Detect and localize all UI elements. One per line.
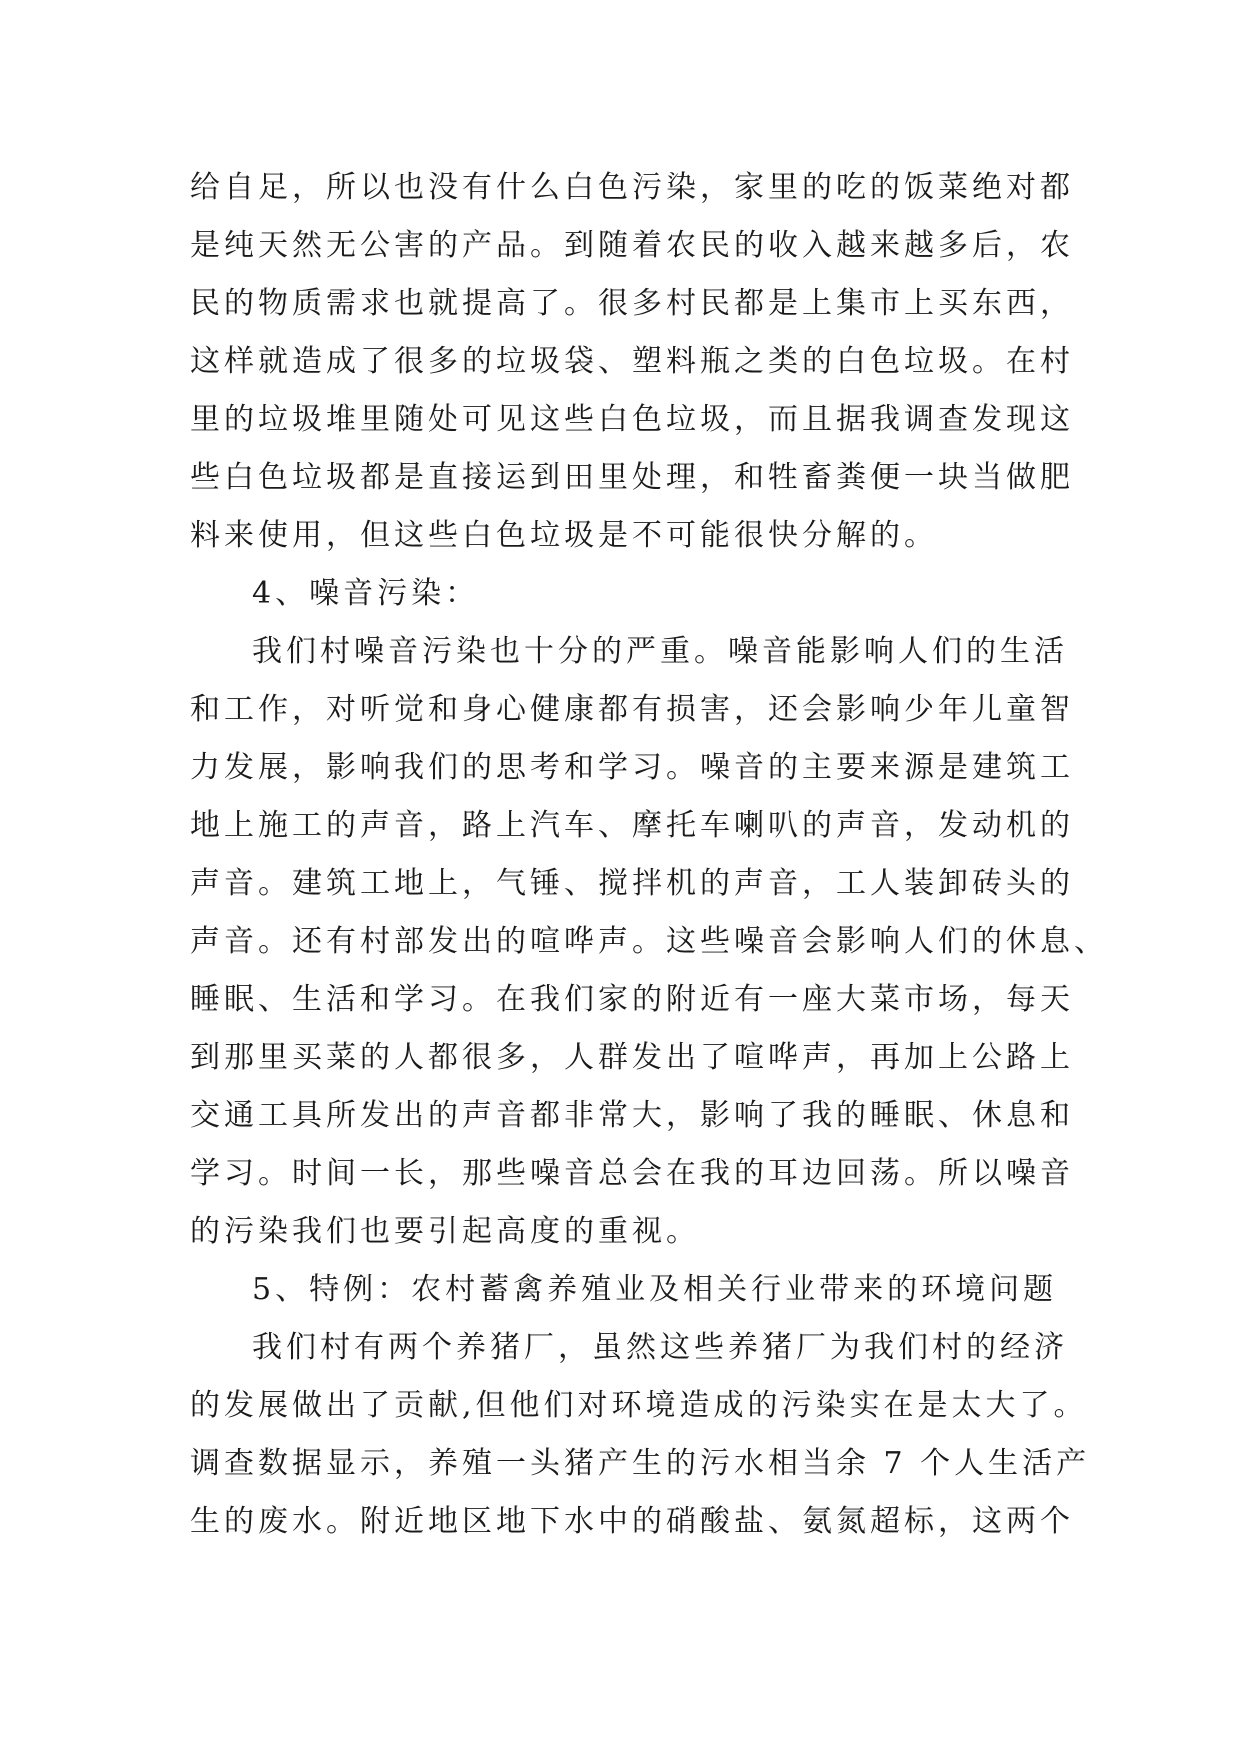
text-line: 生的废水。附近地区地下水中的硝酸盐、氨氮超标，这两个 <box>190 1504 1074 1539</box>
text-line: 声音。还有村部发出的喧哗声。这些噪音会影响人们的休息、 <box>190 924 1108 959</box>
paragraph-start-line: 我们村噪音污染也十分的严重。噪音能影响人们的生活 <box>252 634 1068 669</box>
text-line: 里的垃圾堆里随处可见这些白色垃圾，而且据我调查发现这 <box>190 402 1074 437</box>
text-line: 地上施工的声音，路上汽车、摩托车喇叭的声音，发动机的 <box>190 808 1074 843</box>
text-line: 是纯天然无公害的产品。到随着农民的收入越来越多后，农 <box>190 228 1074 263</box>
text-line: 睡眠、生活和学习。在我们家的附近有一座大菜市场，每天 <box>190 982 1074 1017</box>
text-line: 学习。时间一长，那些噪音总会在我的耳边回荡。所以噪音 <box>190 1156 1074 1191</box>
text-line: 调查数据显示，养殖一头猪产生的污水相当余 7 个人生活产 <box>190 1446 1091 1481</box>
section-heading: 4、噪音污染： <box>252 576 480 611</box>
text-line: 和工作，对听觉和身心健康都有损害，还会影响少年儿童智 <box>190 692 1074 727</box>
text-line: 这样就造成了很多的垃圾袋、塑料瓶之类的白色垃圾。在村 <box>190 344 1074 379</box>
text-line: 的污染我们也要引起高度的重视。 <box>190 1214 700 1249</box>
text-line: 给自足，所以也没有什么白色污染，家里的吃的饭菜绝对都 <box>190 170 1074 205</box>
text-line: 民的物质需求也就提高了。很多村民都是上集市上买东西， <box>190 286 1074 321</box>
text-line: 的发展做出了贡献,但他们对环境造成的污染实在是太大了。 <box>190 1388 1088 1423</box>
text-line: 交通工具所发出的声音都非常大，影响了我的睡眠、休息和 <box>190 1098 1074 1133</box>
text-line: 料来使用，但这些白色垃圾是不可能很快分解的。 <box>190 518 938 553</box>
text-line: 力发展，影响我们的思考和学习。噪音的主要来源是建筑工 <box>190 750 1074 785</box>
text-line: 些白色垃圾都是直接运到田里处理，和牲畜粪便一块当做肥 <box>190 460 1074 495</box>
section-heading: 5、特例：农村蓄禽养殖业及相关行业带来的环境问题 <box>252 1272 1058 1307</box>
text-line: 到那里买菜的人都很多，人群发出了喧哗声，再加上公路上 <box>190 1040 1074 1075</box>
text-line: 声音。建筑工地上，气锤、搅拌机的声音，工人装卸砖头的 <box>190 866 1074 901</box>
paragraph-start-line: 我们村有两个养猪厂，虽然这些养猪厂为我们村的经济 <box>252 1330 1068 1365</box>
